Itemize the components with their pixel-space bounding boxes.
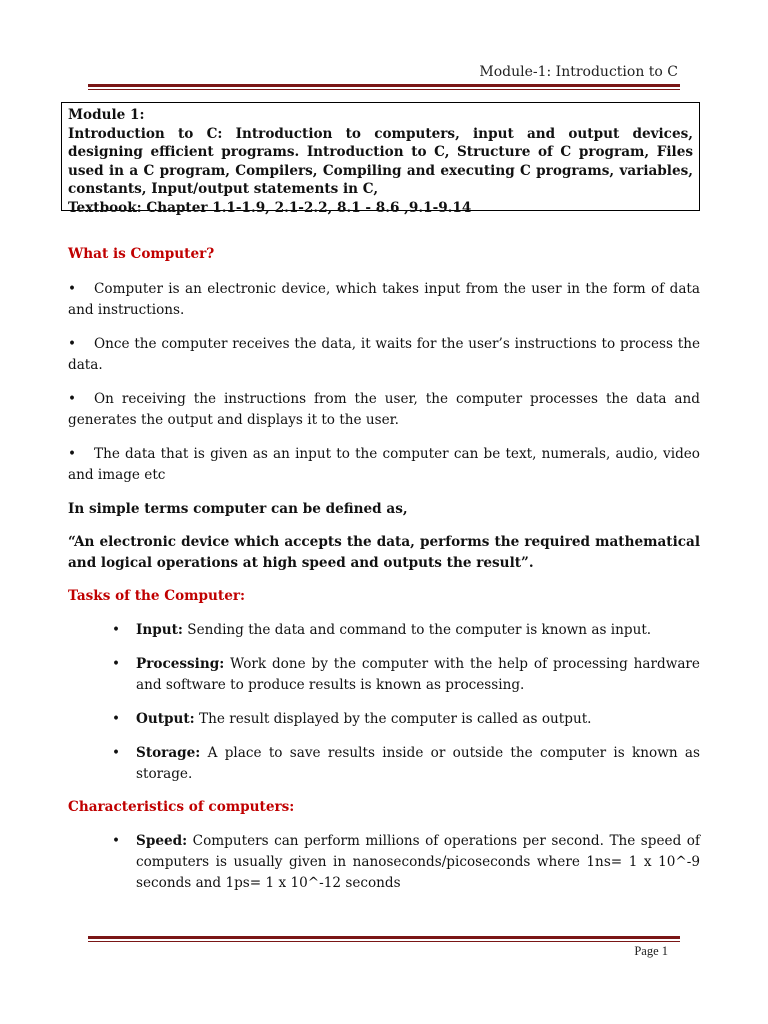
footer-rule bbox=[88, 936, 680, 942]
section-heading-what-is-computer: What is Computer? bbox=[68, 246, 215, 262]
list-item: • Processing: Work done by the computer with the help of processing hardware and software to produce results is known as processing. bbox=[112, 656, 700, 693]
main-content bbox=[68, 244, 700, 894]
bullet-icon: • bbox=[68, 281, 77, 297]
running-header-title: Module-1: Introduction to C bbox=[479, 64, 678, 80]
list-item: • Output: The result displayed by the computer is called as output. bbox=[68, 709, 700, 730]
list-item: • Storage: A place to save results inside or outside the computer is known as storage. bbox=[112, 745, 700, 782]
bullet-icon: • bbox=[112, 711, 121, 727]
module-box-description: Introduction to C: Introduction to computers, input and output devices, designing efficient programs. Introduction to C, Structure of C program, Files used in a C program, Compilers, Compiling and executing C programs, variables, constants, Input/output statements in C, bbox=[68, 125, 693, 197]
section-heading-characteristics: Characteristics of computers: bbox=[68, 799, 295, 815]
definition-quote: “An electronic device which accepts the data, performs the required mathematical and logical operations at high speed and outputs the result”. bbox=[68, 534, 700, 571]
header-rule bbox=[88, 84, 680, 90]
bullet-icon: • bbox=[112, 745, 121, 761]
characteristics-list bbox=[68, 831, 700, 894]
bullet-icon: • bbox=[68, 336, 77, 352]
bullet-paragraph: • Once the computer receives the data, it waits for the user’s instructions to process the data. bbox=[68, 336, 700, 373]
bullet-icon: • bbox=[68, 446, 77, 462]
bullet-icon: • bbox=[68, 391, 77, 407]
tasks-list bbox=[68, 620, 700, 785]
bullet-icon: • bbox=[112, 656, 121, 672]
module-box-textbook: Textbook: Chapter 1.1-1.9, 2.1-2.2, 8.1 - 8.6 ,9.1-9.14 bbox=[68, 199, 472, 216]
list-item: • Speed: Computers can perform millions of operations per second. The speed of computers is usually given in nanoseconds/picoseconds where 1ns= 1 x 10^-9 seconds and 1ps= 1 x 10^-12 seconds bbox=[112, 833, 700, 891]
section-heading-tasks: Tasks of the Computer: bbox=[68, 588, 246, 604]
bullet-paragraph: • Computer is an electronic device, which takes input from the user in the form of data and instructions. bbox=[68, 281, 700, 318]
list-item: • Input: Sending the data and command to the computer is known as input. bbox=[68, 620, 700, 641]
definition-intro: In simple terms computer can be defined as, bbox=[68, 501, 408, 517]
module-summary-box bbox=[61, 102, 700, 216]
bullet-icon: • bbox=[112, 833, 121, 849]
bullet-icon: • bbox=[112, 622, 121, 638]
bullet-paragraph: • On receiving the instructions from the user, the computer processes the data and generates the output and displays it to the user. bbox=[68, 391, 700, 428]
bullet-paragraph: • The data that is given as an input to the computer can be text, numerals, audio, video and image etc bbox=[68, 446, 700, 483]
module-box-title: Module 1: bbox=[68, 107, 145, 123]
page-number: Page 1 bbox=[634, 944, 668, 958]
